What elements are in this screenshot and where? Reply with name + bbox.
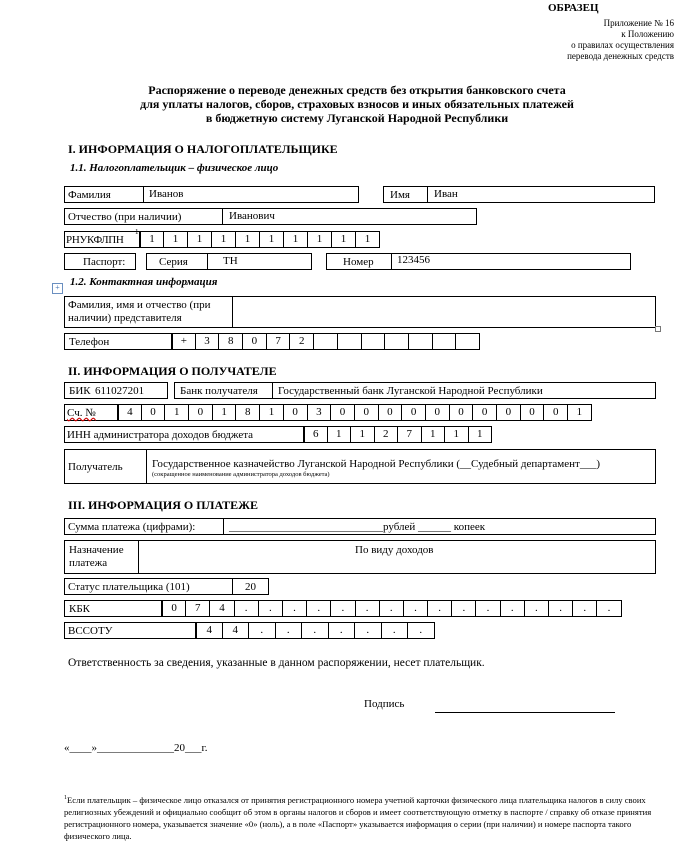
passport-label: Паспорт: — [83, 256, 126, 268]
bik-field[interactable] — [64, 382, 168, 399]
digit-cell[interactable]: . — [452, 600, 476, 617]
divider — [207, 253, 208, 270]
digit-cell[interactable]: . — [307, 600, 331, 617]
digit-cell[interactable]: 1 — [308, 231, 332, 248]
purpose-value: По виду доходов — [355, 544, 434, 556]
digit-cell[interactable]: . — [235, 600, 259, 617]
digit-cell[interactable]: 1 — [236, 231, 260, 248]
responsibility-text: Ответственность за сведения, указанные в данном распоряжении, несет плательщик. — [68, 657, 485, 669]
digit-cell[interactable]: 0 — [331, 404, 355, 421]
digit-cell[interactable]: . — [525, 600, 549, 617]
digit-cell[interactable]: . — [476, 600, 500, 617]
purpose-label: Назначение платежа — [69, 544, 124, 569]
digit-cell[interactable]: 0 — [497, 404, 521, 421]
inn-label-box — [64, 426, 304, 443]
section1-heading: I. ИНФОРМАЦИЯ О НАЛОГОПЛАТЕЛЬЩИКЕ — [68, 142, 338, 156]
number-label: Номер — [343, 256, 374, 268]
surname-field[interactable] — [64, 186, 359, 203]
representative-label: Фамилия, имя и отчество (при наличии) представителя — [68, 299, 211, 324]
digit-cell[interactable]: 2 — [290, 333, 314, 350]
digit-cell[interactable]: 0 — [450, 404, 474, 421]
divider — [146, 449, 147, 484]
series-field[interactable] — [146, 253, 312, 270]
digit-cell[interactable]: 0 — [142, 404, 166, 421]
name-label: Имя — [390, 189, 410, 201]
digit-cell[interactable]: 1 — [469, 426, 493, 443]
digit-cell[interactable]: 1 — [568, 404, 592, 421]
digit-cell[interactable]: . — [249, 622, 276, 639]
divider — [232, 578, 233, 595]
digit-cell[interactable]: 0 — [162, 600, 186, 617]
digit-cell[interactable]: 1 — [260, 231, 284, 248]
digit-cell[interactable]: 3 — [196, 333, 220, 350]
digit-cell[interactable]: . — [276, 622, 303, 639]
digit-cell[interactable]: 7 — [267, 333, 291, 350]
footnote-text: Если плательщик – физическое лицо отказался от принятия регистрационного номера учетной карточки физического лица плательщика налогов в силу своих религиозных убеждений и официально сообщит об этом в органы налогов и сборов и имеет соответствующую отметку в паспорте / справку об отказе принятия регистрационного номера, указывается значение «0» (ноль), а в поле «Паспорт» указывается информация о серии (при наличии) и номере паспорта такого физического лица. — [64, 794, 652, 841]
appendix-line: Приложение № 16 — [603, 18, 674, 28]
account-cells[interactable] — [118, 404, 592, 421]
surname-value: Иванов — [149, 188, 184, 200]
digit-cell[interactable]: 1 — [140, 231, 164, 248]
divider — [222, 208, 223, 225]
kbk-label-box — [64, 600, 162, 617]
digit-cell[interactable] — [456, 333, 480, 350]
sum-field[interactable] — [64, 518, 656, 535]
phone-label-box — [64, 333, 172, 350]
digit-cell[interactable]: . — [302, 622, 329, 639]
bik-label: БИК — [69, 385, 91, 397]
series-value: ТН — [223, 255, 238, 267]
account-label: Сч. № — [67, 407, 96, 419]
digit-cell[interactable]: 0 — [243, 333, 267, 350]
digit-cell[interactable]: . — [404, 600, 428, 617]
digit-cell[interactable] — [314, 333, 338, 350]
title-line: для уплаты налогов, сборов, страховых взносов и иных обязательных платежей — [140, 97, 574, 111]
document-title — [60, 83, 654, 125]
digit-cell[interactable]: 2 — [375, 426, 399, 443]
series-label: Серия — [159, 256, 188, 268]
appendix-note — [534, 18, 674, 62]
digit-cell[interactable]: 1 — [356, 231, 380, 248]
surname-label: Фамилия — [68, 189, 111, 201]
divider — [232, 296, 233, 328]
digit-cell[interactable]: 4 — [223, 622, 250, 639]
vssotu-cells[interactable] — [196, 622, 435, 639]
digit-cell[interactable]: 7 — [186, 600, 210, 617]
digit-cell[interactable]: 1 — [351, 426, 375, 443]
signature-line[interactable] — [435, 712, 615, 713]
account-label-box — [64, 404, 118, 421]
digit-cell[interactable] — [385, 333, 409, 350]
digit-cell[interactable]: . — [549, 600, 573, 617]
digit-cell[interactable]: 0 — [284, 404, 308, 421]
section1-sub2: 1.2. Контактная информация — [70, 276, 218, 288]
date-line[interactable]: «____»______________20___г. — [64, 742, 208, 754]
appendix-line: о правилах осуществления — [571, 40, 674, 50]
divider — [138, 540, 139, 574]
sum-label: Сумма платежа (цифрами): — [68, 521, 196, 533]
sum-line: ____________________________рублей ______ копеек — [229, 521, 486, 533]
purpose-field[interactable] — [64, 540, 656, 574]
digit-cell[interactable]: . — [329, 622, 356, 639]
divider — [223, 518, 224, 535]
digit-cell[interactable]: 1 — [422, 426, 446, 443]
title-line: Распоряжение о переводе денежных средств без открытия банковского счета — [148, 83, 566, 97]
digit-cell[interactable]: 3 — [308, 404, 332, 421]
bank-label: Банк получателя — [180, 385, 258, 397]
digit-cell[interactable]: 1 — [165, 404, 189, 421]
digit-cell[interactable]: . — [597, 600, 621, 617]
digit-cell[interactable]: + — [172, 333, 196, 350]
digit-cell[interactable]: 1 — [260, 404, 284, 421]
move-handle-icon[interactable]: + — [52, 283, 63, 294]
passport-label-box — [64, 253, 136, 270]
digit-cell[interactable]: 6 — [304, 426, 328, 443]
sample-stamp: ОБРАЗЕЦ — [548, 2, 599, 14]
digit-cell[interactable]: . — [382, 622, 409, 639]
digit-cell[interactable] — [362, 333, 386, 350]
inn-cells[interactable] — [304, 426, 492, 443]
digit-cell[interactable]: 0 — [189, 404, 213, 421]
digit-cell[interactable]: 7 — [398, 426, 422, 443]
digit-cell[interactable]: 4 — [196, 622, 223, 639]
digit-cell[interactable]: 4 — [210, 600, 234, 617]
bik-value: 611027201 — [95, 385, 145, 397]
inn-label: ИНН администратора доходов бюджета — [67, 429, 254, 441]
kbk-label: КБК — [69, 603, 90, 615]
divider — [272, 382, 273, 399]
signature-label: Подпись — [364, 698, 405, 710]
name-field[interactable] — [383, 186, 655, 203]
digit-cell[interactable]: . — [501, 600, 525, 617]
digit-cell[interactable]: . — [355, 622, 382, 639]
rnukfl-label-box — [64, 228, 140, 248]
digit-cell[interactable]: 0 — [544, 404, 568, 421]
digit-cell[interactable]: 1 — [328, 426, 352, 443]
digit-cell[interactable]: 8 — [219, 333, 243, 350]
name-value: Иван — [434, 188, 458, 200]
digit-cell[interactable]: 0 — [473, 404, 497, 421]
divider — [143, 186, 144, 203]
digit-cell[interactable]: . — [428, 600, 452, 617]
recipient-note: (сокращенное наименование администратора доходов бюджета) — [152, 471, 330, 478]
digit-cell[interactable]: 0 — [379, 404, 403, 421]
representative-field[interactable] — [64, 296, 656, 328]
vssotu-label-box — [64, 622, 196, 639]
digit-cell[interactable]: 0 — [521, 404, 545, 421]
digit-cell[interactable]: 0 — [402, 404, 426, 421]
vssotu-label: ВССОТУ — [68, 625, 113, 637]
number-value: 123456 — [397, 254, 430, 266]
title-line: в бюджетную систему Луганской Народной Республики — [205, 111, 509, 125]
resize-handle-icon[interactable] — [655, 326, 661, 332]
digit-cell[interactable]: 1 — [332, 231, 356, 248]
appendix-line: перевода денежных средств — [567, 51, 674, 61]
footnote-marker: 1 — [135, 228, 139, 236]
bank-field[interactable] — [174, 382, 656, 399]
digit-cell[interactable]: 1 — [188, 231, 212, 248]
digit-cell[interactable] — [409, 333, 433, 350]
digit-cell[interactable]: . — [331, 600, 355, 617]
digit-cell[interactable]: . — [356, 600, 380, 617]
kbk-cells[interactable] — [162, 600, 622, 617]
digit-cell[interactable]: 1 — [164, 231, 188, 248]
recipient-value: Государственное казначейство Луганской Народной Республики (__Судебный департамент___) — [152, 458, 601, 470]
digit-cell[interactable]: . — [573, 600, 597, 617]
section1-sub1: 1.1. Налогоплательщик – физическое лицо — [70, 162, 279, 174]
patronymic-field[interactable] — [64, 208, 477, 225]
status-label: Статус плательщика (101) — [68, 581, 190, 593]
digit-cell[interactable]: 4 — [118, 404, 142, 421]
digit-cell[interactable]: 8 — [236, 404, 260, 421]
number-field[interactable] — [326, 253, 631, 270]
section3-heading: III. ИНФОРМАЦИЯ О ПЛАТЕЖЕ — [68, 498, 258, 512]
digit-cell[interactable]: . — [283, 600, 307, 617]
digit-cell[interactable]: 1 — [213, 404, 237, 421]
divider — [391, 253, 392, 270]
recipient-label: Получатель — [68, 461, 123, 473]
phone-label: Телефон — [69, 336, 110, 348]
digit-cell[interactable]: 0 — [355, 404, 379, 421]
status-field[interactable] — [64, 578, 269, 595]
bank-value: Государственный банк Луганской Народной Республики — [278, 385, 543, 397]
digit-cell[interactable]: 1 — [212, 231, 236, 248]
patronymic-value: Иванович — [229, 210, 275, 222]
phone-cells[interactable] — [172, 333, 480, 350]
digit-cell[interactable]: . — [408, 622, 435, 639]
digit-cell[interactable]: . — [259, 600, 283, 617]
section2-heading: II. ИНФОРМАЦИЯ О ПОЛУЧАТЕЛЕ — [68, 364, 277, 378]
patronymic-label: Отчество (при наличии) — [68, 211, 182, 223]
digit-cell[interactable]: 1 — [445, 426, 469, 443]
rnukfl-label: РНУКФЛПН — [66, 234, 124, 246]
rnukfl-cells[interactable] — [140, 231, 380, 248]
footnote-marker: 1 — [64, 795, 67, 801]
digit-cell[interactable]: 0 — [426, 404, 450, 421]
digit-cell[interactable]: . — [380, 600, 404, 617]
status-value: 20 — [245, 581, 256, 593]
footnote — [64, 792, 664, 842]
digit-cell[interactable]: 1 — [284, 231, 308, 248]
recipient-field[interactable] — [64, 449, 656, 484]
digit-cell[interactable] — [433, 333, 457, 350]
divider — [427, 186, 428, 203]
appendix-line: к Положению — [621, 29, 674, 39]
digit-cell[interactable] — [338, 333, 362, 350]
